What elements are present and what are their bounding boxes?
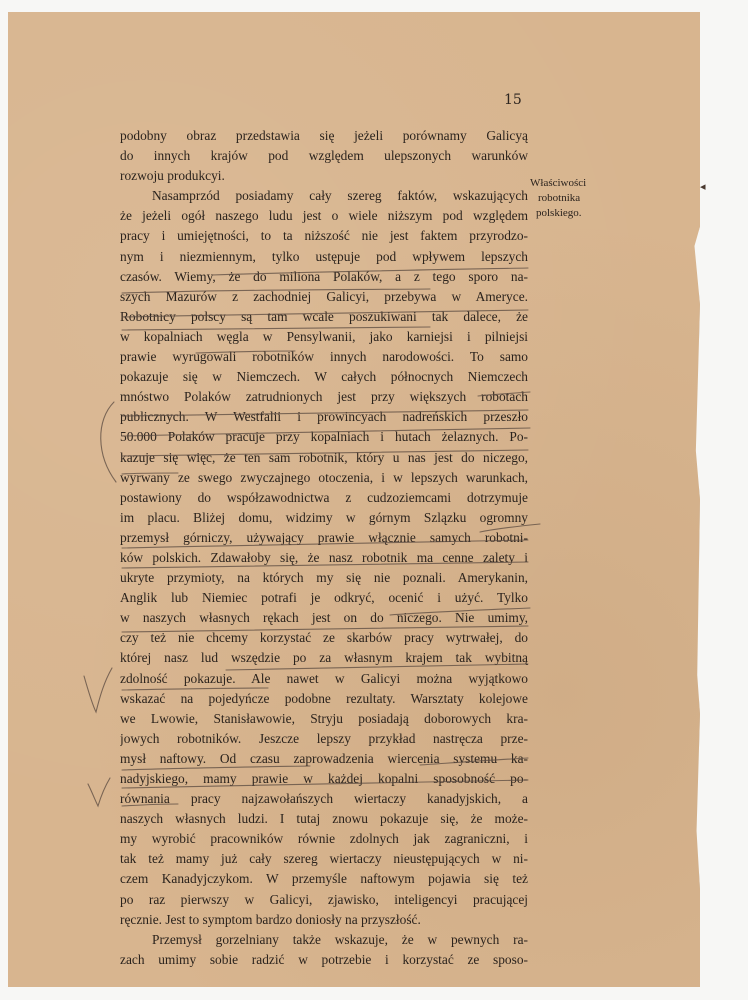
- text-line: zach umimy sobie radzić w potrzebie i korzystać ze sposo-: [120, 951, 528, 967]
- text-line: zdolność pokazuje. Ale nawet w Galicyi można wyjątkowo: [120, 670, 528, 686]
- text-line: kazuje się więc, że ten sam robotnik, który u nas jest do niczego,: [120, 449, 528, 465]
- text-line: postawiony do współzawodnictwa z cudzoziemcami dotrzymuje: [120, 489, 528, 505]
- text-line: Robotnicy polscy są tam wcale poszukiwani tak dalece, że: [120, 308, 528, 324]
- text-line: której nasz lud wszędzie po za własnym krajem tak wybitną: [120, 650, 528, 666]
- text-line: we Lwowie, Stanisławowie, Stryju posiadają doborowych kra-: [120, 710, 528, 726]
- marginal-note-line: robotnika: [538, 192, 581, 204]
- marginal-note-line: polskiego.: [536, 207, 582, 219]
- text-line: ręcznie. Jest to symptom bardzo doniosły na przyszłość.: [120, 911, 421, 927]
- text-line: podobny obraz przedstawia się jeżeli porównamy Galicyą: [120, 128, 528, 143]
- text-line: tak też mamy już cały szereg wiertaczy nieustępujących w ni-: [120, 851, 528, 867]
- text-line: nym i niezmiennym, tylko ustępuje pod wpływem lepszych: [120, 248, 528, 264]
- text-line: w naszych własnych rękach jest on do niczego. Nie umimy,: [120, 610, 528, 626]
- text-line: pracy i umiejętności, to ta niższość nie jest faktem przyrodzo-: [120, 228, 528, 244]
- text-line: mnóstwo Polaków zatrudnionych jest przy większych robotach: [120, 389, 528, 405]
- text-line: publicznych. W Westfalii i prowincyach nadreńskich przeszło: [120, 409, 528, 425]
- text-line: ków polskich. Zdawałoby się, że nasz robotnik ma cenne zalety i: [120, 549, 528, 565]
- text-line: wskazać na pojedyńcze podobne rezultaty. Warsztaty kolejowe: [120, 690, 528, 706]
- text-line: im placu. Bliżej domu, widzimy w górnym Szlązku ogromny: [120, 509, 528, 525]
- marginal-note: [530, 176, 620, 221]
- text-line: do innych krajów pod względem ulepszonych warunków: [120, 148, 528, 164]
- text-line: Nasamprzód posiadamy cały szereg faktów, wskazujących: [152, 188, 528, 204]
- page-number: 15: [504, 92, 522, 108]
- text-line: równania pracy najzawołańszych wiertaczy kanadyjskich, a: [120, 791, 528, 807]
- text-line: rozwoju produkcyi.: [120, 168, 225, 184]
- body-text: [120, 126, 528, 970]
- text-line: że jeżeli ogół naszego ludu jest o wiele niższym pod względem: [120, 208, 528, 224]
- text-line: ukryte przymioty, na których my się nie poznali. Amerykanin,: [120, 570, 528, 586]
- text-line: w kopalniach węgla w Pensylwanii, jako karniejsi i pilniejsi: [120, 328, 528, 344]
- text-line: nadyjskiego, mamy prawie w każdej kopalni sposobność po-: [120, 771, 528, 786]
- text-line: czy też nie chcemy korzystać ze skarbów pracy wytrwałej, do: [120, 630, 528, 646]
- text-line: czasów. Wiemy, że do miliona Polaków, a z tego sporo na-: [120, 268, 528, 284]
- text-line: jowych robotników. Jeszcze lepszy przykład nastręcza prze-: [120, 730, 528, 746]
- text-line: prawie wyrugowali robotników innych narodowości. To samo: [120, 349, 528, 365]
- text-line: 50.000 Polaków pracuje przy kopalniach i hutach żelaznych. Po-: [120, 429, 528, 445]
- edge-mark: ◂: [700, 180, 706, 193]
- text-line: Anglik lub Niemiec potrafi je odkryć, ocenić i użyć. Tylko: [120, 590, 528, 606]
- text-line: czem Kanadyjczykom. W przemyśle naftowym pojawia się też: [120, 871, 528, 887]
- text-line: wyrwany ze swego zwyczajnego otoczenia, i w lepszych warunkach,: [120, 469, 528, 485]
- text-line: my wyrobić pracowników równie zdolnych jak zagraniczni, i: [120, 831, 528, 847]
- text-line: przemysł górniczy, używający prawie włącznie samych robotni-: [120, 529, 528, 545]
- text-line: po raz pierwszy w Galicyi, zjawisko, inteligencyi pracującej: [120, 891, 528, 907]
- marginal-note-line: Właściwości: [530, 177, 587, 189]
- text-line: Przemysł gorzelniany także wskazuje, że w pewnych ra-: [152, 931, 528, 947]
- text-line: mysł naftowy. Od czasu zaprowadzenia wiercenia systemu ka-: [120, 750, 528, 766]
- text-line: szych Mazurów z zachodniej Galicyi, przebywa w Ameryce.: [120, 288, 528, 304]
- text-line: pokazuje się w Niemczech. W całych północnych Niemczech: [120, 369, 528, 385]
- text-line: naszych własnych ludzi. I tutaj znowu pokazuje się, że może-: [120, 811, 528, 827]
